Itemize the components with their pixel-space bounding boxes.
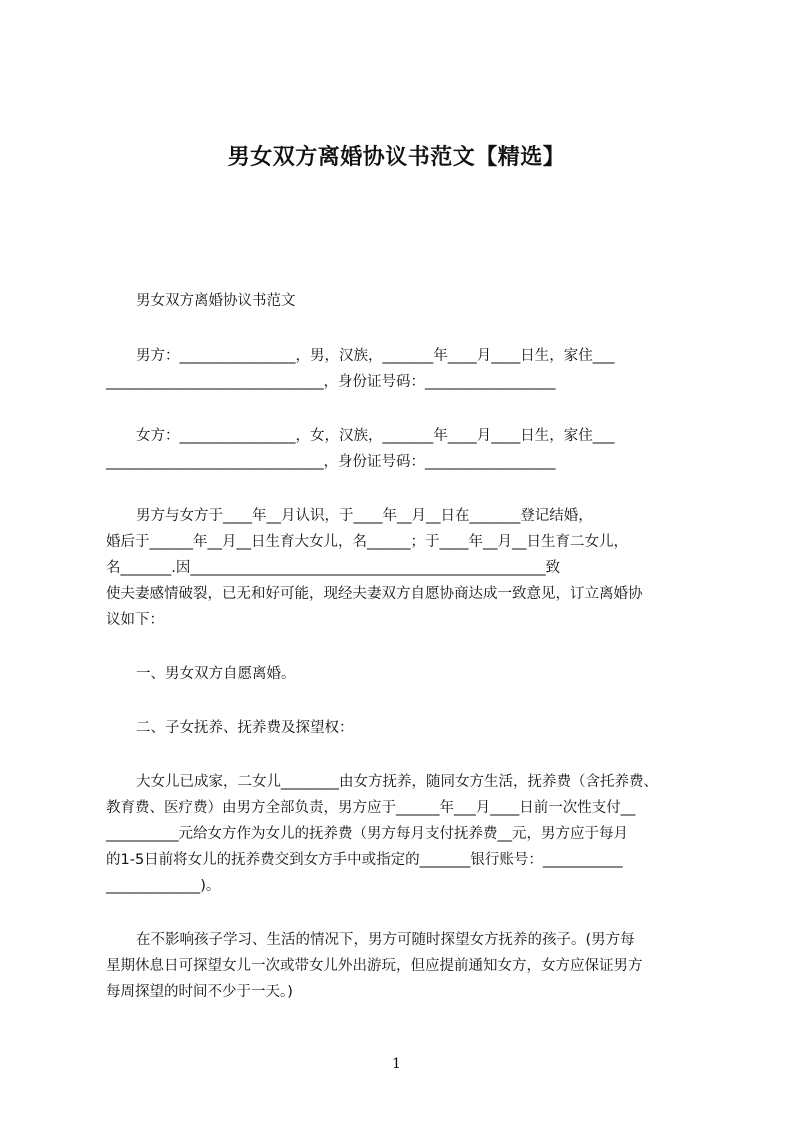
clause-1: 一、男女双方自愿离婚。 (136, 666, 296, 682)
page-number: 1 (392, 1056, 401, 1072)
document-title: 男女双方离婚协议书范文【精选】 (227, 145, 566, 170)
female-party-line-1: 女方：________________，女，汉族，_______年____月____日生，家住___ (136, 428, 615, 444)
female-party-line-2: ______________________________，身份证号码：__________________ (106, 454, 556, 470)
document-subtitle: 男女双方离婚协议书范文 (136, 293, 296, 309)
background-line-2: 婚后于______年__月__日生育大女儿，名______；于____年__月__日生育二女儿， (106, 534, 628, 550)
background-line-1: 男方与女方于____年__月认识，于____年__月__日在_______登记结婚， (136, 508, 593, 524)
background-line-5: 议如下： (106, 612, 164, 628)
background-line-4: 使夫妻感情破裂，已无和好可能，现经夫妻双方自愿协商达成一致意见，订立离婚协 (106, 586, 643, 602)
visitation-line-2: 星期休息日可探望女儿一次或带女儿外出游玩，但应提前通知女方，女方应保证男方 (106, 958, 643, 974)
background-line-3: 名_______.因_________________________________________________致 (106, 560, 561, 576)
male-party-line-1: 男方：________________，男，汉族，_______年____月____日生，家住___ (136, 348, 615, 364)
clause-2: 二、子女抚养、抚养费及探望权： (136, 720, 354, 736)
custody-line-5: _____________)。 (106, 878, 221, 894)
visitation-line-3: 每周探望的时间不少于一天。) (106, 984, 293, 1000)
visitation-line-1: 在不影响孩子学习、生活的情况下，男方可随时探望女方抚养的孩子。(男方每 (136, 932, 635, 948)
male-party-line-2: ______________________________，身份证号码：__________________ (106, 374, 556, 390)
custody-line-3: __________元给女方作为女儿的抚养费（男方每月支付抚养费__元，男方应于每月 (106, 826, 628, 842)
custody-line-4: 的1-5日前将女儿的抚养费交到女方手中或指定的_______银行账号：___________ (106, 852, 623, 868)
custody-line-1: 大女儿已成家，二女儿________由女方抚养，随同女方生活，抚养费（含托养费、 (136, 774, 658, 790)
custody-line-2: 教育费、医疗费）由男方全部负责，男方应于______年___月____日前一次性支付__ (106, 800, 636, 816)
